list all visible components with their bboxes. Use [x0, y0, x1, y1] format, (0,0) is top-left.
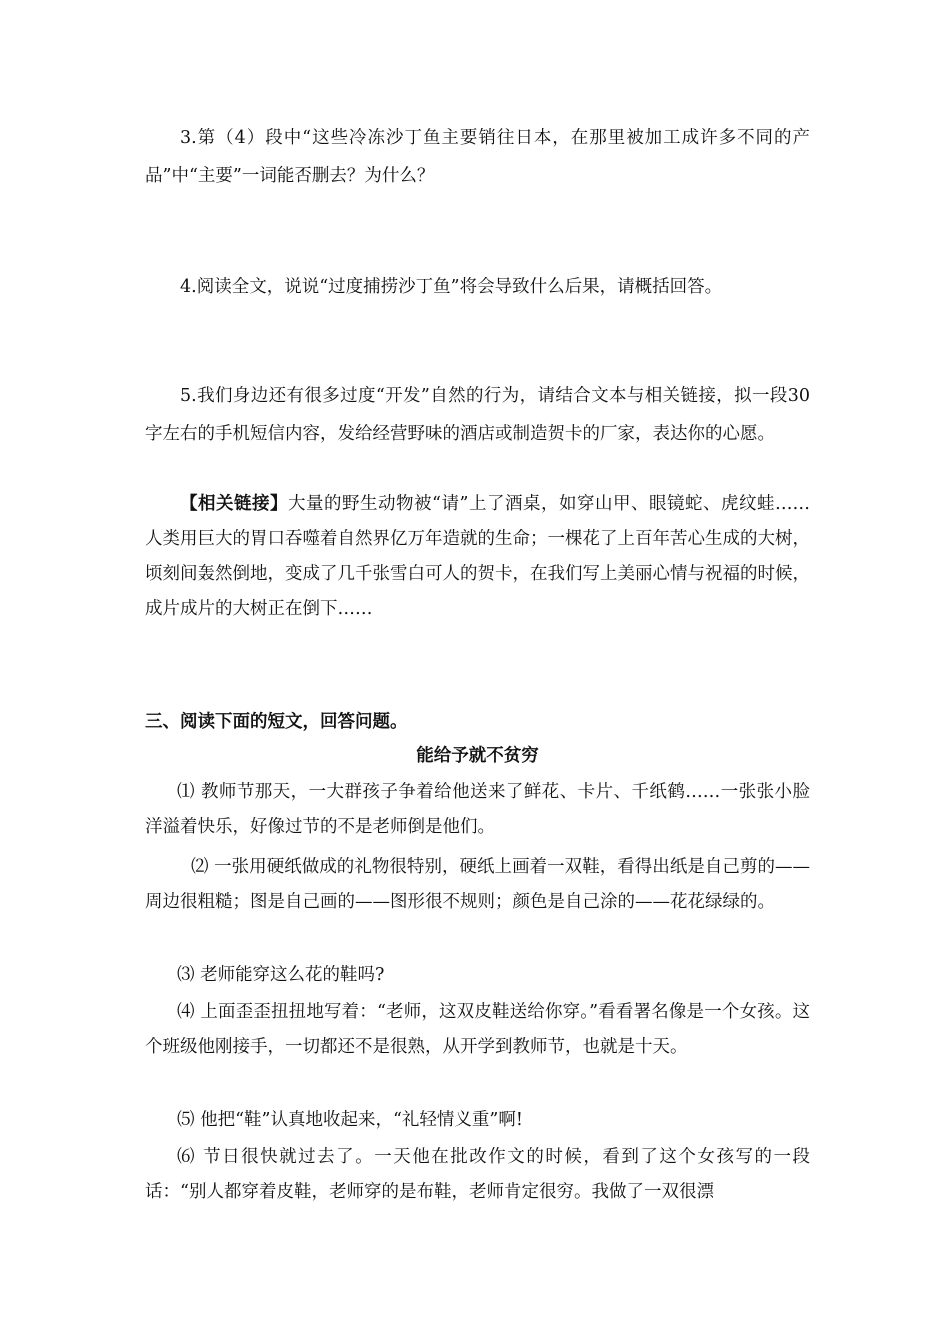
related-link-label: 【相关链接】 [180, 494, 289, 514]
story-paragraph-6: ⑹ 节日很快就过去了。一天他在批改作文的时候，看到了这个女孩写的一段话：“别人都穿着皮鞋，老师穿的是布鞋，老师肯定很穷。我做了一双很漂 [145, 1147, 810, 1202]
related-link-text: 大量的野生动物被“请”上了酒桌，如穿山甲、眼镜蛇、虎纹蛙……人类用巨大的胃口吞噬着自然界亿万年造就的生命；一棵花了上百年苦心生成的大树，顷刻间轰然倒地，变成了几千张雪白可人的贺卡，在我们写上美丽心情与祝福的时候，成片成片的大树正在倒下…… [145, 494, 810, 619]
story-title: 能给予就不贫穷 [416, 746, 539, 766]
question-3: 3.第（4）段中“这些冷冻沙丁鱼主要销往日本，在那里被加工成许多不同的产品”中“主要”一词能否删去？为什么？ [145, 128, 810, 186]
related-link [145, 487, 810, 627]
story-paragraph-2: ⑵ 一张用硬纸做成的礼物很特别，硬纸上画着一双鞋，看得出纸是自己剪的——周边很粗糙；图是自己画的——图形很不规则；颜色是自己涂的——花花绿绿的。 [145, 857, 810, 912]
story-paragraph-3: ⑶ 老师能穿这么花的鞋吗? [177, 965, 385, 985]
question-5: 5.我们身边还有很多过度“开发”自然的行为，请结合文本与相关链接，拟一段30字左右的手机短信内容，发给经营野味的酒店或制造贺卡的厂家，表达你的心愿。 [145, 386, 810, 444]
story-paragraph-5: ⑸ 他把“鞋”认真地收起来，“礼轻情义重”啊! [177, 1110, 523, 1130]
story-paragraph-1: ⑴ 教师节那天，一大群孩子争着给他送来了鲜花、卡片、千纸鹤……一张张小脸洋溢着快乐，好像过节的不是老师倒是他们。 [145, 782, 810, 837]
question-4: 4.阅读全文，说说“过度捕捞沙丁鱼”将会导致什么后果，请概括回答。 [180, 277, 723, 297]
section-three-heading: 三、阅读下面的短文，回答问题。 [145, 712, 408, 732]
story-paragraph-4: ⑷ 上面歪歪扭扭地写着：“老师，这双皮鞋送给你穿。”看看署名像是一个女孩。这个班级他刚接手，一切都还不是很熟，从开学到教师节，也就是十天。 [145, 1002, 810, 1057]
